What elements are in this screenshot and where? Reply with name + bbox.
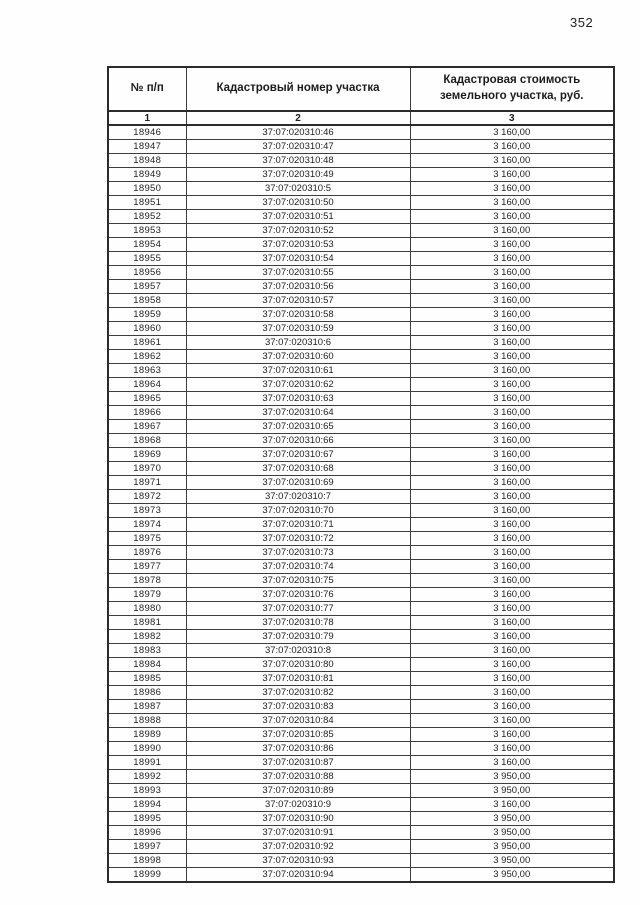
cell-row-number: 18988: [108, 714, 186, 728]
table-row: [108, 308, 614, 322]
table-row: [108, 252, 614, 266]
cell-row-number: 18948: [108, 154, 186, 168]
cell-cadastral-value: 3 160,00: [410, 476, 614, 490]
table-row: [108, 434, 614, 448]
cell-cadastral-value: 3 160,00: [410, 602, 614, 616]
column-number-row: [108, 111, 614, 125]
table-row: [108, 518, 614, 532]
cell-row-number: 18981: [108, 616, 186, 630]
table-row: [108, 336, 614, 350]
cell-row-number: 18971: [108, 476, 186, 490]
cell-row-number: 18949: [108, 168, 186, 182]
cell-row-number: 18953: [108, 224, 186, 238]
cell-cadastral-value: 3 160,00: [410, 336, 614, 350]
cell-cadastral-value: 3 160,00: [410, 196, 614, 210]
column-number-2: 2: [186, 111, 410, 125]
cell-cadastral-value: 3 160,00: [410, 616, 614, 630]
table-row: [108, 616, 614, 630]
table-row: [108, 644, 614, 658]
cell-cadastral-value: 3 160,00: [410, 182, 614, 196]
cell-cadastral-number: 37:07:020310:59: [186, 322, 410, 336]
cell-cadastral-value: 3 950,00: [410, 826, 614, 840]
cell-row-number: 18964: [108, 378, 186, 392]
cadastral-table: [107, 66, 615, 883]
cell-row-number: 18976: [108, 546, 186, 560]
cell-row-number: 18974: [108, 518, 186, 532]
cell-cadastral-number: 37:07:020310:78: [186, 616, 410, 630]
cell-cadastral-value: 3 160,00: [410, 798, 614, 812]
cell-cadastral-value: 3 160,00: [410, 714, 614, 728]
cell-row-number: 18965: [108, 392, 186, 406]
table-row: [108, 266, 614, 280]
table-row: [108, 602, 614, 616]
cell-cadastral-number: 37:07:020310:91: [186, 826, 410, 840]
cell-cadastral-number: 37:07:020310:73: [186, 546, 410, 560]
cell-cadastral-value: 3 160,00: [410, 378, 614, 392]
cell-row-number: 18959: [108, 308, 186, 322]
cell-row-number: 18951: [108, 196, 186, 210]
cell-cadastral-value: 3 160,00: [410, 280, 614, 294]
cell-cadastral-value: 3 160,00: [410, 700, 614, 714]
table-row: [108, 125, 614, 140]
cell-cadastral-value: 3 160,00: [410, 168, 614, 182]
cell-row-number: 18979: [108, 588, 186, 602]
cell-cadastral-number: 37:07:020310:77: [186, 602, 410, 616]
cell-cadastral-value: 3 160,00: [410, 574, 614, 588]
table-row: [108, 798, 614, 812]
table-row: [108, 728, 614, 742]
table-row: [108, 560, 614, 574]
cell-cadastral-number: 37:07:020310:53: [186, 238, 410, 252]
table-row: [108, 168, 614, 182]
cell-cadastral-number: 37:07:020310:9: [186, 798, 410, 812]
cell-row-number: 18989: [108, 728, 186, 742]
table-row: [108, 700, 614, 714]
cell-cadastral-number: 37:07:020310:83: [186, 700, 410, 714]
cell-cadastral-number: 37:07:020310:7: [186, 490, 410, 504]
table-row: [108, 588, 614, 602]
cell-cadastral-number: 37:07:020310:88: [186, 770, 410, 784]
table-row: [108, 392, 614, 406]
table-row: [108, 826, 614, 840]
table-row: [108, 448, 614, 462]
cell-cadastral-value: 3 160,00: [410, 742, 614, 756]
cell-row-number: 18956: [108, 266, 186, 280]
cell-cadastral-number: 37:07:020310:70: [186, 504, 410, 518]
cell-row-number: 18991: [108, 756, 186, 770]
cell-cadastral-number: 37:07:020310:60: [186, 350, 410, 364]
table-row: [108, 714, 614, 728]
cell-cadastral-number: 37:07:020310:5: [186, 182, 410, 196]
cell-cadastral-value: 3 160,00: [410, 434, 614, 448]
cell-row-number: 18980: [108, 602, 186, 616]
cell-cadastral-value: 3 160,00: [410, 518, 614, 532]
cell-cadastral-value: 3 160,00: [410, 406, 614, 420]
table-row: [108, 154, 614, 168]
cell-cadastral-value: 3 160,00: [410, 392, 614, 406]
cell-row-number: 18975: [108, 532, 186, 546]
cell-cadastral-value: 3 160,00: [410, 462, 614, 476]
cell-cadastral-number: 37:07:020310:54: [186, 252, 410, 266]
cell-cadastral-value: 3 950,00: [410, 840, 614, 854]
table-row: [108, 630, 614, 644]
cell-cadastral-number: 37:07:020310:55: [186, 266, 410, 280]
cell-row-number: 18950: [108, 182, 186, 196]
cell-row-number: 18992: [108, 770, 186, 784]
cell-cadastral-number: 37:07:020310:71: [186, 518, 410, 532]
header-cadastral-number: Кадастровый номер участка: [186, 67, 410, 111]
cell-cadastral-value: 3 160,00: [410, 672, 614, 686]
cell-cadastral-value: 3 160,00: [410, 224, 614, 238]
cell-cadastral-value: 3 160,00: [410, 560, 614, 574]
cell-cadastral-value: 3 160,00: [410, 490, 614, 504]
page-number: 352: [570, 15, 594, 30]
cell-cadastral-value: 3 160,00: [410, 154, 614, 168]
header-row-number: № п/п: [108, 67, 186, 111]
table-body: [108, 125, 614, 882]
cell-cadastral-number: 37:07:020310:94: [186, 868, 410, 883]
cell-cadastral-number: 37:07:020310:46: [186, 125, 410, 140]
cell-cadastral-number: 37:07:020310:8: [186, 644, 410, 658]
cell-cadastral-value: 3 160,00: [410, 350, 614, 364]
table-row: [108, 350, 614, 364]
cell-cadastral-value: 3 950,00: [410, 784, 614, 798]
table-row: [108, 854, 614, 868]
cell-row-number: 18946: [108, 125, 186, 140]
cell-cadastral-number: 37:07:020310:47: [186, 140, 410, 154]
cell-row-number: 18970: [108, 462, 186, 476]
table-row: [108, 546, 614, 560]
cell-cadastral-value: 3 160,00: [410, 658, 614, 672]
cell-row-number: 18973: [108, 504, 186, 518]
cell-cadastral-value: 3 160,00: [410, 630, 614, 644]
cell-cadastral-number: 37:07:020310:48: [186, 154, 410, 168]
cell-cadastral-value: 3 160,00: [410, 546, 614, 560]
table-row: [108, 686, 614, 700]
cell-row-number: 18983: [108, 644, 186, 658]
cell-row-number: 18961: [108, 336, 186, 350]
cell-cadastral-value: 3 160,00: [410, 420, 614, 434]
cell-cadastral-number: 37:07:020310:81: [186, 672, 410, 686]
cell-cadastral-number: 37:07:020310:82: [186, 686, 410, 700]
cell-cadastral-value: 3 950,00: [410, 868, 614, 883]
cell-cadastral-number: 37:07:020310:74: [186, 560, 410, 574]
cell-row-number: 18960: [108, 322, 186, 336]
cell-row-number: 18955: [108, 252, 186, 266]
cell-cadastral-number: 37:07:020310:80: [186, 658, 410, 672]
column-number-1: 1: [108, 111, 186, 125]
cell-row-number: 18984: [108, 658, 186, 672]
cell-cadastral-value: 3 160,00: [410, 125, 614, 140]
cell-row-number: 18968: [108, 434, 186, 448]
cell-cadastral-number: 37:07:020310:79: [186, 630, 410, 644]
table-header-row: [108, 67, 614, 111]
cell-cadastral-number: 37:07:020310:67: [186, 448, 410, 462]
cell-row-number: 18994: [108, 798, 186, 812]
table-row: [108, 238, 614, 252]
cell-row-number: 18962: [108, 350, 186, 364]
cell-row-number: 18966: [108, 406, 186, 420]
cell-row-number: 18986: [108, 686, 186, 700]
table-row: [108, 196, 614, 210]
table-row: [108, 756, 614, 770]
table-row: [108, 490, 614, 504]
cell-cadastral-value: 3 160,00: [410, 266, 614, 280]
cell-cadastral-number: 37:07:020310:49: [186, 168, 410, 182]
cell-cadastral-number: 37:07:020310:72: [186, 532, 410, 546]
header-cadastral-value: Кадастровая стоимость земельного участка, руб.: [410, 67, 614, 111]
cell-cadastral-value: 3 160,00: [410, 644, 614, 658]
table-row: [108, 658, 614, 672]
cell-row-number: 18952: [108, 210, 186, 224]
table-row: [108, 784, 614, 798]
table-row: [108, 182, 614, 196]
cell-row-number: 18957: [108, 280, 186, 294]
cell-row-number: 18982: [108, 630, 186, 644]
cell-cadastral-value: 3 950,00: [410, 812, 614, 826]
cell-cadastral-number: 37:07:020310:93: [186, 854, 410, 868]
cell-cadastral-number: 37:07:020310:90: [186, 812, 410, 826]
table-row: [108, 504, 614, 518]
cell-row-number: 18987: [108, 700, 186, 714]
cell-cadastral-value: 3 160,00: [410, 588, 614, 602]
cell-row-number: 18969: [108, 448, 186, 462]
table-row: [108, 420, 614, 434]
table-row: [108, 322, 614, 336]
cell-cadastral-value: 3 160,00: [410, 140, 614, 154]
cell-row-number: 18997: [108, 840, 186, 854]
cell-row-number: 18999: [108, 868, 186, 883]
cell-cadastral-number: 37:07:020310:56: [186, 280, 410, 294]
table-row: [108, 280, 614, 294]
table-row: [108, 210, 614, 224]
cell-row-number: 18990: [108, 742, 186, 756]
cell-cadastral-number: 37:07:020310:85: [186, 728, 410, 742]
cell-cadastral-number: 37:07:020310:68: [186, 462, 410, 476]
table-row: [108, 364, 614, 378]
cell-cadastral-number: 37:07:020310:92: [186, 840, 410, 854]
table-row: [108, 868, 614, 883]
table-row: [108, 140, 614, 154]
cell-cadastral-value: 3 160,00: [410, 504, 614, 518]
table-row: [108, 378, 614, 392]
cell-cadastral-value: 3 160,00: [410, 238, 614, 252]
cell-cadastral-number: 37:07:020310:62: [186, 378, 410, 392]
table-row: [108, 294, 614, 308]
cell-cadastral-number: 37:07:020310:84: [186, 714, 410, 728]
cell-cadastral-number: 37:07:020310:6: [186, 336, 410, 350]
cell-cadastral-number: 37:07:020310:65: [186, 420, 410, 434]
cell-row-number: 18996: [108, 826, 186, 840]
cell-row-number: 18995: [108, 812, 186, 826]
cell-row-number: 18954: [108, 238, 186, 252]
table-row: [108, 812, 614, 826]
cell-row-number: 18963: [108, 364, 186, 378]
cell-cadastral-number: 37:07:020310:75: [186, 574, 410, 588]
cell-row-number: 18998: [108, 854, 186, 868]
cell-cadastral-value: 3 160,00: [410, 210, 614, 224]
table-row: [108, 224, 614, 238]
cell-cadastral-value: 3 160,00: [410, 686, 614, 700]
cell-cadastral-number: 37:07:020310:66: [186, 434, 410, 448]
cell-cadastral-number: 37:07:020310:76: [186, 588, 410, 602]
cell-cadastral-number: 37:07:020310:63: [186, 392, 410, 406]
cell-row-number: 18978: [108, 574, 186, 588]
table-row: [108, 840, 614, 854]
cell-cadastral-value: 3 160,00: [410, 294, 614, 308]
cell-cadastral-value: 3 160,00: [410, 532, 614, 546]
cell-cadastral-number: 37:07:020310:57: [186, 294, 410, 308]
cell-row-number: 18993: [108, 784, 186, 798]
cell-cadastral-number: 37:07:020310:61: [186, 364, 410, 378]
cell-row-number: 18958: [108, 294, 186, 308]
cell-cadastral-value: 3 160,00: [410, 448, 614, 462]
cell-cadastral-value: 3 950,00: [410, 770, 614, 784]
cell-row-number: 18985: [108, 672, 186, 686]
cell-cadastral-number: 37:07:020310:50: [186, 196, 410, 210]
table-row: [108, 476, 614, 490]
table-row: [108, 574, 614, 588]
table-row: [108, 462, 614, 476]
table-row: [108, 406, 614, 420]
cell-cadastral-value: 3 160,00: [410, 252, 614, 266]
cell-row-number: 18972: [108, 490, 186, 504]
table-row: [108, 532, 614, 546]
column-number-3: 3: [410, 111, 614, 125]
cell-row-number: 18947: [108, 140, 186, 154]
table-row: [108, 672, 614, 686]
cell-cadastral-value: 3 950,00: [410, 854, 614, 868]
cell-cadastral-number: 37:07:020310:64: [186, 406, 410, 420]
cell-cadastral-number: 37:07:020310:51: [186, 210, 410, 224]
cell-row-number: 18977: [108, 560, 186, 574]
table-row: [108, 742, 614, 756]
cell-cadastral-value: 3 160,00: [410, 322, 614, 336]
table-row: [108, 770, 614, 784]
cell-cadastral-number: 37:07:020310:86: [186, 742, 410, 756]
cell-cadastral-number: 37:07:020310:69: [186, 476, 410, 490]
cell-row-number: 18967: [108, 420, 186, 434]
cell-cadastral-number: 37:07:020310:87: [186, 756, 410, 770]
cell-cadastral-value: 3 160,00: [410, 308, 614, 322]
cell-cadastral-value: 3 160,00: [410, 728, 614, 742]
cell-cadastral-value: 3 160,00: [410, 756, 614, 770]
cell-cadastral-number: 37:07:020310:89: [186, 784, 410, 798]
cell-cadastral-value: 3 160,00: [410, 364, 614, 378]
cell-cadastral-number: 37:07:020310:52: [186, 224, 410, 238]
cell-cadastral-number: 37:07:020310:58: [186, 308, 410, 322]
